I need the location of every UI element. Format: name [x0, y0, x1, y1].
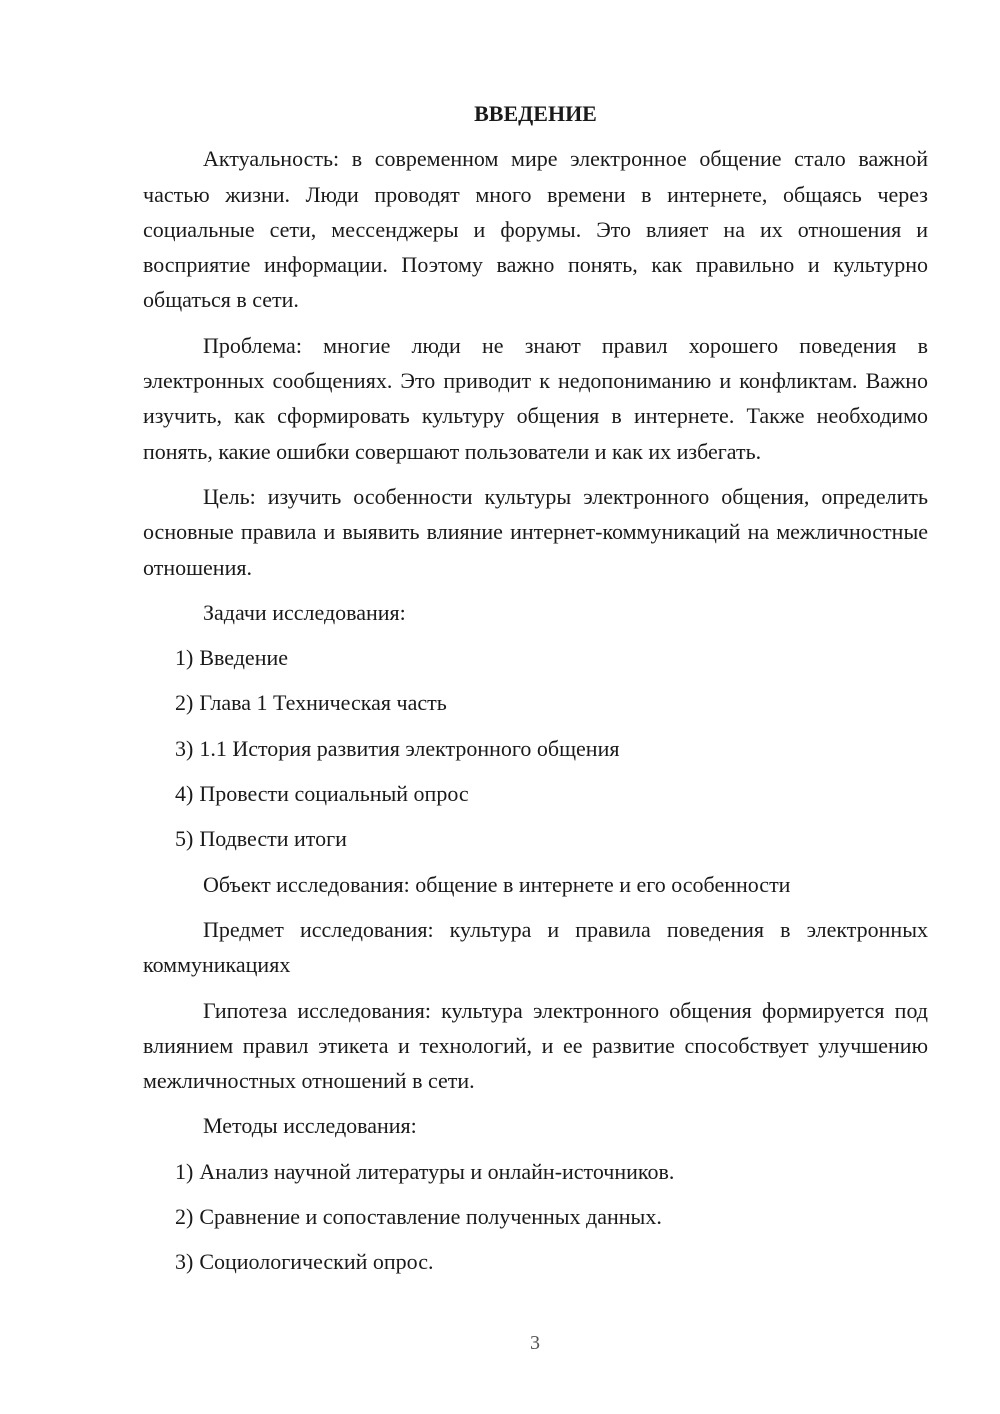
list-item-text: 1.1 История развития электронного общения	[199, 735, 620, 761]
methods-list	[143, 1154, 928, 1280]
list-item-text: Провести социальный опрос	[199, 781, 469, 807]
relevance-paragraph: Актуальность: в современном мире электронное общение стало важной частью жизни. Люди проводят много времени в интернете, общаясь через социальные сети, мессенджеры и форумы. Это влияет на их отношения и восприятие информации. Поэтому важно понять, как правильно и культурно общаться в сети.	[143, 146, 928, 313]
list-item-text: Социологический опрос.	[199, 1249, 434, 1275]
subject-paragraph: Предмет исследования: культура и правила поведения в электронных коммуникациях	[143, 916, 928, 978]
list-item-text: Введение	[199, 645, 289, 671]
page-number: 3	[530, 1332, 540, 1354]
methods-heading: Методы исследования:	[203, 1113, 417, 1139]
list-item-number: 2)	[175, 690, 194, 716]
list-item-text: Подвести итоги	[199, 826, 347, 852]
list-item	[143, 776, 928, 811]
list-item	[143, 1154, 928, 1189]
problem-paragraph: Проблема: многие люди не знают правил хорошего поведения в электронных сообщениях. Это приводит к недопониманию и конфликтам. Важно изучить, как сформировать культуру общения в интернете. Также необходимо понять, какие ошибки совершают пользователи и как их избегать.	[143, 332, 928, 464]
list-item	[143, 731, 928, 766]
page-content	[143, 96, 928, 1290]
list-item-number: 1)	[175, 1158, 194, 1184]
list-item	[143, 1199, 928, 1234]
list-item-number: 1)	[175, 645, 194, 671]
list-item	[143, 821, 928, 856]
list-item-number: 2)	[175, 1204, 194, 1230]
list-item-text: Глава 1 Техническая часть	[199, 690, 447, 716]
section-heading: ВВЕДЕНИЕ	[474, 101, 597, 126]
list-item-text: Сравнение и сопоставление полученных данных.	[199, 1204, 662, 1230]
list-item	[143, 1244, 928, 1279]
hypothesis-paragraph: Гипотеза исследования: культура электронного общения формируется под влиянием правил этикета и технологий, и ее развитие способствует улучшению межличностных отношений в сети.	[143, 997, 928, 1094]
list-item-number: 3)	[175, 735, 194, 761]
list-item-number: 3)	[175, 1249, 194, 1275]
list-item	[143, 640, 928, 675]
list-item-text: Анализ научной литературы и онлайн-источников.	[199, 1158, 675, 1184]
object-paragraph: Объект исследования: общение в интернете и его особенности	[203, 871, 791, 897]
tasks-list	[143, 640, 928, 856]
list-item	[143, 685, 928, 720]
list-item-number: 5)	[175, 826, 194, 852]
tasks-heading: Задачи исследования:	[203, 599, 406, 625]
list-item-number: 4)	[175, 781, 194, 807]
goal-paragraph: Цель: изучить особенности культуры электронного общения, определить основные правила и выявить влияние интернет-коммуникаций на межличностные отношения.	[143, 483, 928, 580]
